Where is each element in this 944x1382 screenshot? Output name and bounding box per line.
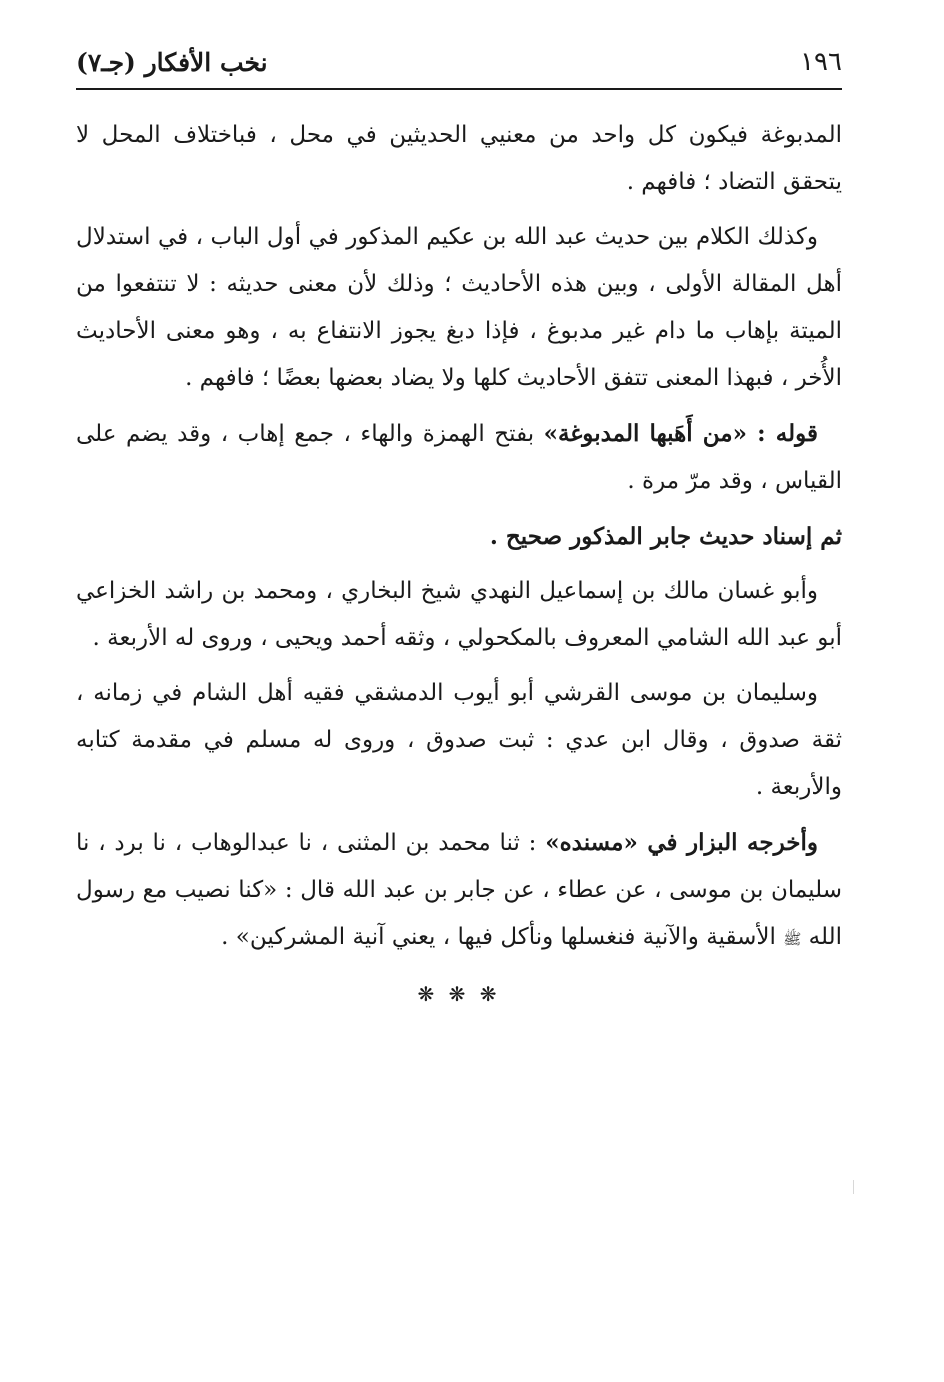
paragraph-text: : ثنا محمد بن المثنى ، نا عبدالوهاب ، نا برد ، نا سليمان بن موسى ، عن عطاء ، عن جابر بن عبد الله قال : «كنا نصيب مع رسول الله (76, 830, 842, 950)
paragraph-continuation (76, 112, 842, 206)
honorific-glyph: ﷺ (783, 930, 802, 948)
paragraph (76, 568, 842, 662)
paragraph-text-end: الأسقية والآنية فنغسلها ونأكل فيها ، يعني آنية المشركين» . (221, 924, 784, 950)
paragraph-text: وكذلك الكلام بين حديث عبد الله بن عكيم المذكور في أول الباب ، في استدلال أهل المقالة الأولى ، وبين هذه الأحاديث ؛ وذلك لأن معنى حديثه : لا تنتفعوا من الميتة بإهاب ما دام غير مدبوغ ، فإذا دبغ يجوز الانتفاع به ، وهو معنى الأحاديث الأُخر ، فبهذا المعنى تتفق الأحاديث كلها ولا يضاد بعضها بعضًا ؛ فافهم . (76, 224, 842, 391)
body-text (76, 112, 842, 1018)
running-head (76, 40, 842, 84)
paragraph (76, 410, 842, 505)
paragraph-text: بفتح الهمزة والهاء ، جمع إهاب ، وقد يضم على القياس ، وقد مرّ مرة . (76, 421, 842, 494)
paragraph (76, 819, 842, 963)
section-separator: ❋ ❋ ❋ (417, 982, 501, 1006)
paragraph-text: وسليمان بن موسى القرشي أبو أيوب الدمشقي فقيه أهل الشام في زمانه ، ثقة صدوق ، وقال ابن عدي : ثبت صدوق ، وروى له مسلم في مقدمة كتابه والأربعة . (76, 680, 842, 800)
paragraph (76, 214, 842, 402)
paragraph-text: المدبوغة فيكون كل واحد من معنيي الحديثين في محل ، فباختلاف المحل لا يتحقق التضاد ؛ فافهم . (76, 122, 842, 195)
paragraph-text: وأبو غسان مالك بن إسماعيل النهدي شيخ البخاري ، ومحمد بن راشد الخزاعي أبو عبد الله الشامي المعروف بالمكحولي ، وثقه أحمد ويحيى ، وروى له الأربعة . (76, 578, 842, 651)
section-heading (76, 513, 842, 560)
book-title: نخب الأفكار (جـ٧) (76, 47, 268, 77)
page-number: ١٩٦ (800, 47, 842, 77)
paragraph-lead: وأخرجه البزار في «مسنده» (545, 829, 818, 856)
header-rule (76, 88, 842, 90)
paragraph (76, 670, 842, 811)
page-edge-mark (853, 1180, 854, 1194)
heading-text: ثم إسناد حديث جابر المذكور صحيح . (489, 523, 842, 550)
paragraph-lead: قوله : «من أَهَبها المدبوغة» (543, 420, 818, 447)
